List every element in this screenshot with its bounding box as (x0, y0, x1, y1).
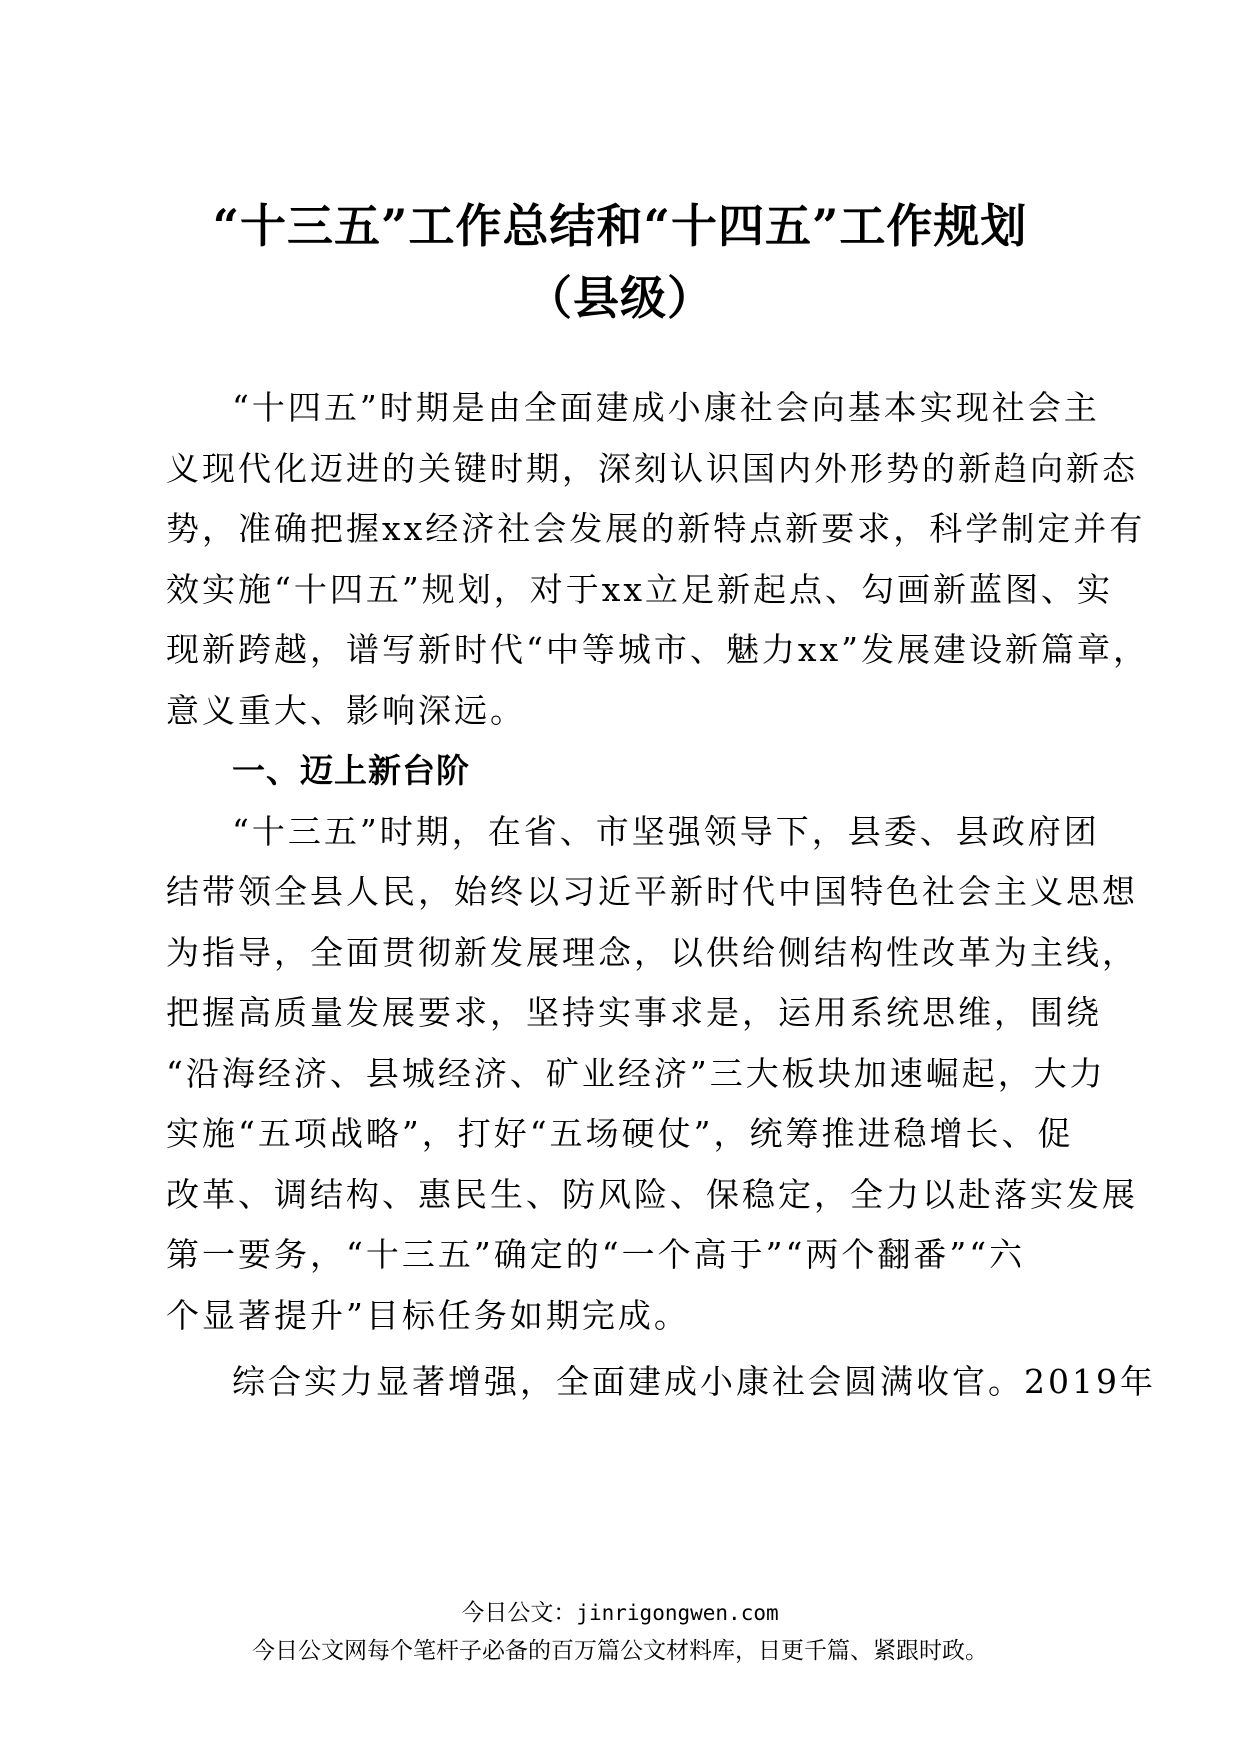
paragraph-line: 改革、调结构、惠民生、防风险、保稳定，全力以赴落实发展 (166, 1174, 1138, 1214)
section-heading: 一、迈上新台阶 (232, 751, 470, 790)
paragraph-line: 个显著提升”目标任务如期完成。 (166, 1295, 690, 1335)
paragraph-line: “沿海经济、县城经济、矿业经济”三大板块加速崛起，大力 (166, 1053, 1106, 1093)
paragraph-line: 综合实力显著增强，全面建成小康社会圆满收官。2019年 (232, 1362, 1156, 1401)
paragraph-line: 义现代化迈进的关键时期，深刻认识国内外形势的新趋向新态 (166, 448, 1138, 488)
paragraph-line: 把握高质量发展要求，坚持实事求是，运用系统思维，围绕 (166, 993, 1102, 1032)
paragraph-line: 结带领全县人民，始终以习近平新时代中国特色社会主义思想 (166, 872, 1138, 911)
paragraph-line: 为指导，全面贯彻新发展理念，以供给侧结构性改革为主线， (166, 932, 1138, 972)
paragraph-line: “十三五”时期，在省、市坚强领导下，县委、县政府团 (232, 811, 1100, 851)
document-title: “十三五”工作总结和“十四五”工作规划 (212, 199, 1028, 253)
paragraph-line: 第一要务，“十三五”确定的“一个高于”“两个翻番”“六 (166, 1235, 1026, 1274)
document-subtitle: （县级） (526, 271, 714, 325)
paragraph-line: 实施“五项战略”，打好“五场硬仗”，统筹推进稳增长、促 (166, 1114, 1074, 1153)
paragraph-line: 效实施“十四五”规划，对于xx立足新起点、勾画新蓝图、实 (166, 569, 1113, 609)
paragraph-line: “十四五”时期是由全面建成小康社会向基本实现社会主 (232, 388, 1100, 427)
footer-site (0, 1596, 1240, 1630)
paragraph-line: 意义重大、影响深远。 (166, 690, 526, 730)
paragraph-line: 现新跨越，谱写新时代“中等城市、魅力xx”发展建设新篇章， (166, 630, 1149, 669)
document-body (166, 378, 1156, 1413)
footer-site-url[interactable]: jinrigongwen.com (576, 1601, 779, 1625)
footer-site-label: 今日公文： (461, 1600, 577, 1626)
paragraph-line: 势，准确把握xx经济社会发展的新特点新要求，科学制定并有 (166, 509, 1146, 548)
footer-slogan: 今日公文网每个笔杆子必备的百万篇公文材料库，日更千篇、紧跟时政。 (252, 1638, 988, 1664)
